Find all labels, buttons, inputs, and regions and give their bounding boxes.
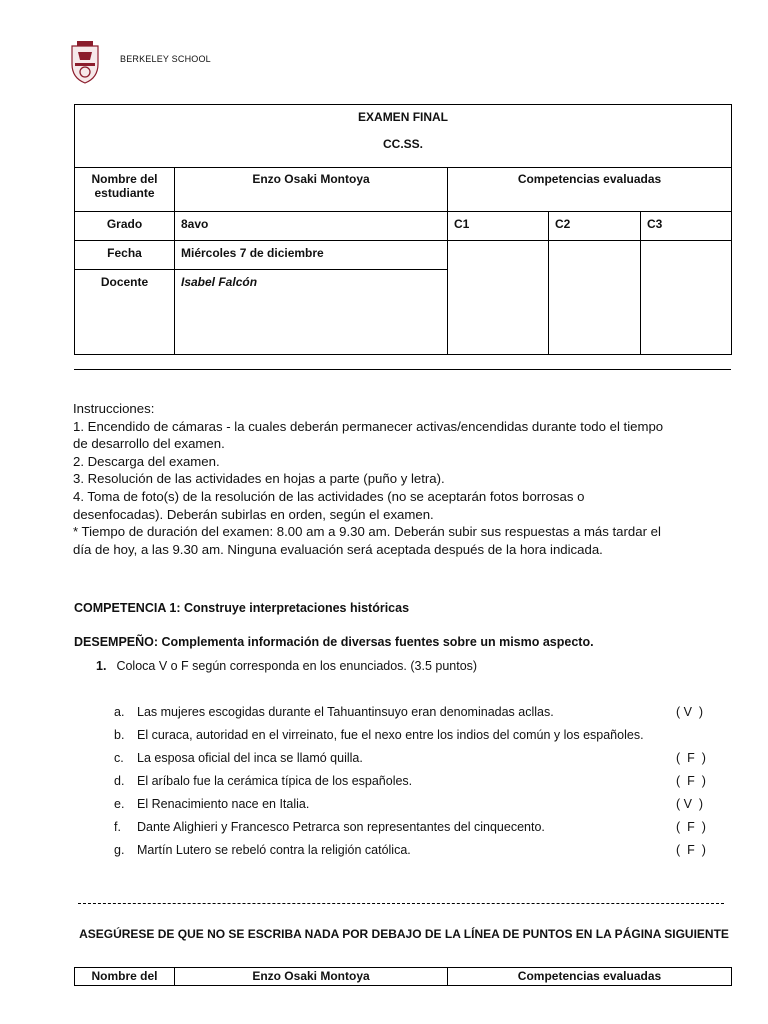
teacher-value: Isabel Falcón: [175, 270, 448, 355]
footer-warning: ASEGÚRESE DE QUE NO SE ESCRIBA NADA POR DEBAJO DE LA LÍNEA DE PUNTOS EN LA PÁGINA SIGUIENTE: [79, 927, 729, 941]
item-letter: g.: [114, 843, 125, 857]
item-text: Dante Alighieri y Francesco Petrarca son representantes del cinquecento.: [137, 820, 545, 834]
teacher-label: Docente: [75, 270, 175, 355]
item-answer: ( V ): [676, 705, 704, 719]
question-number: 1.: [96, 659, 107, 673]
instruction-line: día de hoy, a las 9.30 am. Ninguna evaluación será aceptada después de la hora indicada.: [73, 541, 603, 557]
item-text: El curaca, autoridad en el virreinato, fue el nexo entre los indios del común y los españoles.: [137, 728, 644, 742]
instruction-line: de desarrollo del examen.: [73, 436, 225, 452]
instruction-line: desenfocadas). Deberán subirlas en orden, según el examen.: [73, 506, 434, 522]
item-text: El Renacimiento nace en Italia.: [137, 797, 310, 811]
competencies-label: Competencias evaluadas: [448, 168, 732, 212]
true-false-list: [114, 704, 724, 865]
item-letter: d.: [114, 774, 125, 788]
exam-info-table: [74, 104, 732, 355]
list-item: [114, 750, 724, 773]
c3-header: C3: [641, 212, 732, 241]
next-student-label: Nombre del: [75, 968, 175, 986]
list-item: [114, 704, 724, 727]
c2-score-cell: [549, 241, 641, 355]
c2-header: C2: [549, 212, 641, 241]
next-student-name: Enzo Osaki Montoya: [175, 968, 448, 986]
date-label: Fecha: [75, 241, 175, 270]
section-divider: [74, 369, 731, 370]
item-answer: ( V ): [676, 797, 704, 811]
competency-heading: COMPETENCIA 1: Construye interpretaciones históricas: [74, 601, 410, 615]
next-competencies-label: Competencias evaluadas: [448, 968, 732, 986]
item-letter: f.: [114, 820, 121, 834]
item-letter: e.: [114, 797, 125, 811]
item-text: La esposa oficial del inca se llamó quilla.: [137, 751, 363, 765]
item-answer: ( F ): [676, 774, 706, 788]
item-letter: a.: [114, 705, 125, 719]
performance-heading: DESEMPEÑO: Complementa información de diversas fuentes sobre un mismo aspecto.: [74, 635, 594, 649]
instruction-line: 3. Resolución de las actividades en hojas a parte (puño y letra).: [73, 471, 445, 487]
instruction-line: 4. Toma de foto(s) de la resolución de las actividades (no se aceptarán fotos borrosas o: [73, 488, 585, 504]
grade-label: Grado: [75, 212, 175, 241]
c1-score-cell: [448, 241, 549, 355]
item-letter: c.: [114, 751, 124, 765]
date-value: Miércoles 7 de diciembre: [175, 241, 448, 270]
instruction-line: * Tiempo de duración del examen: 8.00 am a 9.30 am. Deberán subir sus respuestas a más tardar el: [73, 524, 661, 540]
c3-score-cell: [641, 241, 732, 355]
item-text: Martín Lutero se rebeló contra la religión católica.: [137, 843, 411, 857]
school-crest-logo: [70, 40, 100, 84]
item-text: Las mujeres escogidas durante el Tahuantinsuyo eran denominadas acllas.: [137, 705, 554, 719]
c1-header: C1: [448, 212, 549, 241]
exam-subject: CC.SS.: [383, 137, 424, 151]
item-answer: ( F ): [676, 843, 706, 857]
school-name: BERKELEY SCHOOL: [120, 54, 211, 64]
item-answer: ( F ): [676, 751, 706, 765]
instruction-line: 1. Encendido de cámaras - la cuales deberán permanecer activas/encendidas durante todo el tiempo: [73, 418, 664, 434]
list-item: [114, 842, 724, 865]
instructions-block: [73, 400, 733, 558]
instruction-line: 2. Descarga del examen.: [73, 453, 220, 469]
item-answer: ( F ): [676, 820, 706, 834]
question-1: [96, 659, 477, 673]
grade-value: 8avo: [175, 212, 448, 241]
student-label: Nombre del estudiante: [75, 168, 175, 212]
student-name: Enzo Osaki Montoya: [175, 168, 448, 212]
question-text: Coloca V o F según corresponda en los enunciados. (3.5 puntos): [116, 659, 478, 673]
list-item: [114, 796, 724, 819]
item-letter: b.: [114, 728, 125, 742]
list-item: [114, 727, 724, 750]
item-text: El aríbalo fue la cerámica típica de los españoles.: [137, 774, 413, 788]
dotted-cut-line: [78, 903, 724, 904]
list-item: [114, 819, 724, 842]
exam-title: EXAMEN FINAL: [358, 110, 449, 124]
instructions-title: Instrucciones:: [73, 401, 155, 416]
list-item: [114, 773, 724, 796]
next-page-table: [74, 967, 732, 986]
exam-title-cell: [75, 105, 732, 168]
